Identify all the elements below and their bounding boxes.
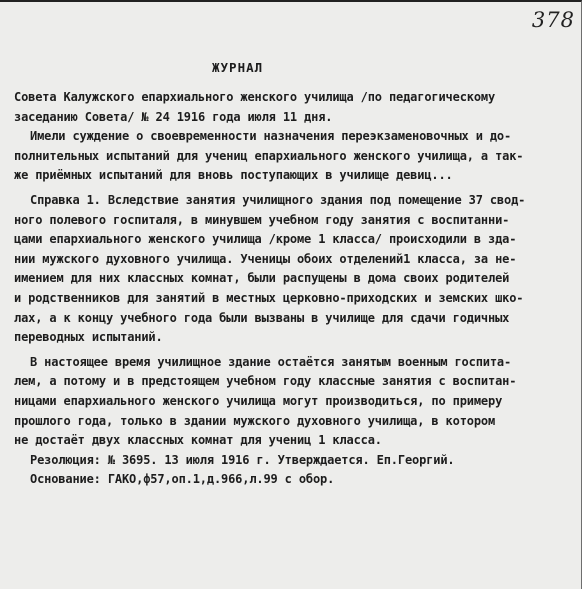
text-line: цами епархиального женского училища /кроме 1 класса/ происходили в зда- xyxy=(14,232,517,247)
text-line: Совета Калужского епархиального женского училища /по педагогическому xyxy=(14,90,496,104)
text-line: полнительных испытаний для учениц епархиального женского училища, а так- xyxy=(14,148,524,163)
text-line: нии мужского духовного училища. Ученицы обоих отделений1 класса, за не- xyxy=(14,251,517,266)
text-line: Имели суждение о своевременности назначения переэкзаменовочных и до- xyxy=(30,129,512,144)
text-line: не достаёт двух классных комнат для учениц 1 класса. xyxy=(14,433,382,448)
text-line: же приёмных испытаний для вновь поступающих в училище девиц... xyxy=(14,168,453,183)
text-line: лах, а к концу учебного года были вызваны в училище для сдачи годичных xyxy=(14,310,510,325)
text-line: Основание: ГАКО,ф57,оп.1,д.966,л.99 с обор. xyxy=(30,472,335,487)
text-line: Резолюция: № 3695. 13 июля 1916 г. Утверждается. Еп.Георгий. xyxy=(30,452,455,467)
text-line: имением для них классных комнат, были распущены в дома своих родителей xyxy=(14,271,510,286)
text-line: и родственников для занятий в местных церковно-приходских и земских шко- xyxy=(14,290,524,305)
page-number: 378 xyxy=(531,8,575,32)
text-line: Справка 1. Вследствие занятия училищного здания под помещение 37 свод- xyxy=(30,192,526,207)
text-line: ницами епархиального женского училища могут производиться, по примеру xyxy=(14,393,503,408)
document-body xyxy=(14,88,576,490)
text-line: ного полевого госпиталя, в минувшем учебном году занятия с воспитанни- xyxy=(14,212,510,227)
text-line: прошлого года, только в здании мужского духовного училища, в котором xyxy=(14,413,496,428)
text-line: В настоящее время училищное здание остаётся занятым военным госпита- xyxy=(30,354,512,369)
text-line: переводных испытаний. xyxy=(14,330,163,345)
text-line: заседанию Совета/ № 24 1916 года июля 11 дня. xyxy=(14,109,333,124)
text-line: лем, а потому и в предстоящем учебном году классные занятия с воспитан- xyxy=(14,374,517,389)
document-title: ЖУРНАЛ xyxy=(212,60,264,75)
